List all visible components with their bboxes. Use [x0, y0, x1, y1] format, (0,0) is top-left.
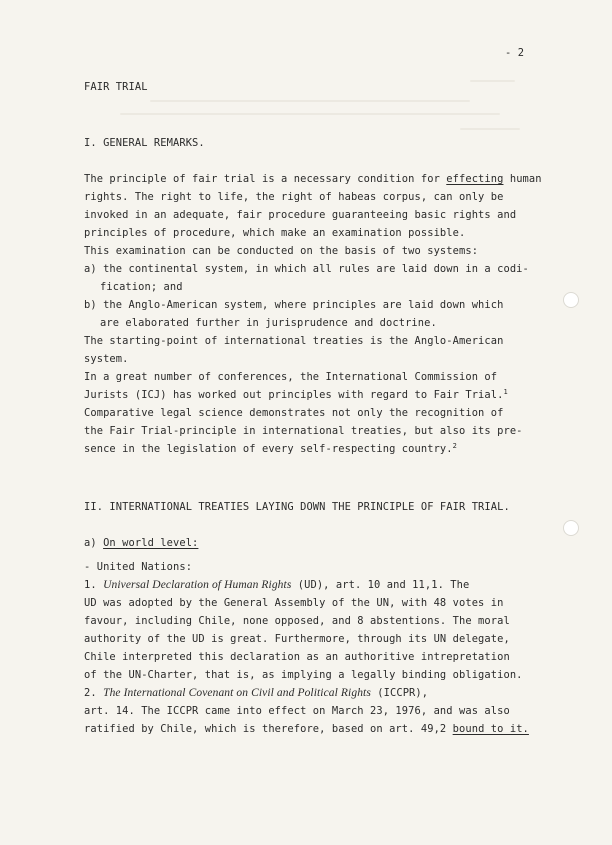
text-run: sence in the legislation of every self-respecting country. [84, 443, 453, 455]
footnote-ref: 2 [452, 442, 457, 450]
paragraph-line [84, 578, 469, 592]
page-number: - 2 [505, 47, 525, 59]
paragraph-line: system. [84, 353, 129, 365]
paragraph-line: b) the Anglo-American system, where principles are laid down which [84, 299, 504, 311]
paragraph-line: Comparative legal science demonstrates not only the recognition of [84, 407, 504, 419]
paragraph-line: principles of procedure, which make an examination possible. [84, 227, 466, 239]
footnote-ref: 1 [503, 388, 508, 396]
underlined-word: bound to it. [452, 723, 529, 735]
text-run: (UD), art. 10 and 11,1. The [291, 579, 470, 591]
page-title: FAIR TRIAL [84, 81, 148, 93]
paragraph-line: are elaborated further in jurisprudence and doctrine. [100, 317, 437, 329]
punch-hole [563, 520, 579, 536]
underlined-word: effecting [446, 173, 504, 185]
section-heading: I. GENERAL REMARKS. [84, 137, 205, 149]
section-heading: II. INTERNATIONAL TREATIES LAYING DOWN THE PRINCIPLE OF FAIR TRIAL. [84, 501, 510, 513]
paragraph-line: favour, including Chile, none opposed, and 8 abstentions. The moral [84, 615, 510, 627]
text-run: 2. [84, 687, 104, 699]
underlined-word: On world level: [103, 537, 199, 549]
bleed-through-mark [460, 128, 520, 130]
paragraph-line: invoked in an adequate, fair procedure guaranteeing basic rights and [84, 209, 517, 221]
paragraph-line: authority of the UD is great. Furthermore, through its UN delegate, [84, 633, 510, 645]
list-heading: - United Nations: [84, 561, 193, 573]
paragraph-line: a) the continental system, in which all rules are laid down in a codi- [84, 263, 529, 275]
subsection-heading [84, 536, 198, 550]
paragraph-line [84, 172, 542, 186]
text-run: (ICCPR), [370, 687, 429, 699]
text-run: a) [84, 537, 104, 549]
paragraph-line: of the UN-Charter, that is, as implying a legally binding obligation. [84, 669, 523, 681]
paragraph-line: This examination can be conducted on the basis of two systems: [84, 245, 479, 257]
text-run: The principle of fair trial is a necessary condition for [84, 173, 447, 185]
paragraph-line [84, 722, 529, 736]
text-run: 1. [84, 579, 104, 591]
paragraph-line: rights. The right to life, the right of habeas corpus, can only be [84, 191, 504, 203]
bleed-through-mark [470, 80, 515, 82]
paragraph-line: In a great number of conferences, the International Commission of [84, 371, 498, 383]
paragraph-line: art. 14. The ICCPR came into effect on March 23, 1976, and was also [84, 705, 510, 717]
paragraph-line [84, 388, 508, 402]
punch-hole [563, 292, 579, 308]
text-run: Jurists (ICJ) has worked out principles with regard to Fair Trial. [84, 389, 504, 401]
paragraph-line [84, 686, 428, 700]
paragraph-line: Chile interpreted this declaration as an authoritive intrepretation [84, 651, 510, 663]
bleed-through-mark [120, 113, 500, 115]
paragraph-line: fication; and [100, 281, 183, 293]
text-run: human [503, 173, 542, 185]
paragraph-line [84, 442, 457, 456]
paragraph-line: The starting-point of international treaties is the Anglo-American [84, 335, 504, 347]
paragraph-line: UD was adopted by the General Assembly of the UN, with 48 votes in [84, 597, 504, 609]
treaty-name: The International Covenant on Civil and Political Rights [103, 687, 371, 699]
bleed-through-mark [150, 100, 470, 102]
paragraph-line: the Fair Trial-principle in international treaties, but also its pre- [84, 425, 523, 437]
text-run: ratified by Chile, which is therefore, based on art. 49,2 [84, 723, 453, 735]
treaty-name: Universal Declaration of Human Rights [103, 579, 292, 591]
